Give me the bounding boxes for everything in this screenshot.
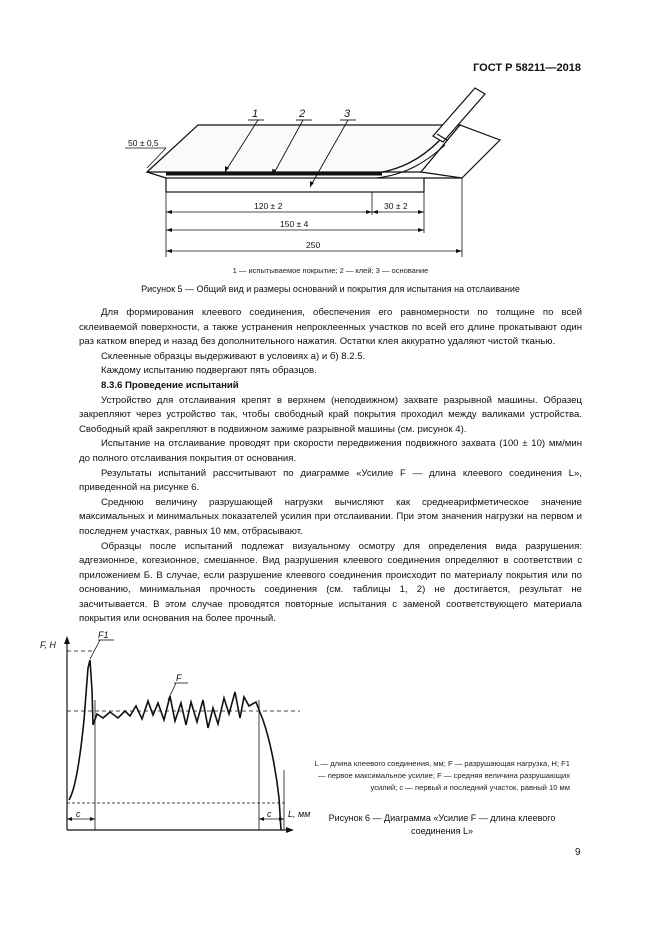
paragraph: Среднюю величину разрушающей нагрузки вычисляют как среднеарифметическое значение максимальных и минимальных показателей усилия при отслаивании. При этом значения нагрузки на первом и последнем участках, равных 10 мм, отбрасывают. — [79, 496, 582, 537]
dim-30-label: 30 ± 2 — [384, 201, 408, 211]
paragraph: Образцы после испытаний подлежат визуальному осмотру для определения вида разрушения: адгезионное, когезионное, смешанное. Вид разрушения клеевого соединения определяют в соответствии с приложением Б. В случае, если разрушение клеевого соединения происходит по материалу покрытия или по основанию, минимальная прочность соединения (см. таблицы 1, 2) не достигается, результат не засчитывается. В этом случае проводятся повторные испытания с заменой соответствующего материала покрытия или основания на более прочный. — [79, 540, 582, 625]
paragraph: Результаты испытаний рассчитывают по диаграмме «Усилие F — длина клеевого соединения L», приведенной на рисунке 6. — [79, 467, 582, 494]
figure-5-legend: 1 — испытываемое покрытие; 2 — клей; 3 — основание — [232, 266, 429, 275]
figure-6-legend: L — длина клеевого соединения, мм; F — разрушающая нагрузка, Н; F1 — первое максимальное усилие; F — средняя величина разрушающих усилий; с — первый и последний участок, равный 10 мм — [314, 759, 570, 792]
paragraph: Устройство для отслаивания крепят в верхнем (неподвижном) захвате разрывной машины. Образец закрепляют через устройство так, чтобы свободный край покрытия проходил между валиками устройства. Свободный край закрепляют в подвижном зажиме разрывной машины (см. рисунок 4). — [79, 394, 582, 435]
figure-5-drawing — [0, 0, 661, 270]
dim-150-label: 150 ± 4 — [280, 219, 309, 229]
y-axis-label: F, Н — [40, 640, 56, 650]
figure-6-caption: Рисунок 6 — Диаграмма «Усилие F — длина клеевого соединения L» — [328, 813, 556, 836]
f-label: F — [176, 673, 182, 683]
paragraph: Каждому испытанию подвергают пять образцов. — [101, 365, 317, 377]
paragraph: Для формирования клеевого соединения, обеспечения его равномерности по толщине по всей склеиваемой поверхности, а также устранения непроклеенных участков по всей его длине прокатывают один раз катком вперед и назад без дополнительного нажатия. Остатки клея аккуратно удаляют чистой тканью. — [79, 307, 582, 348]
callout-2: 2 — [299, 108, 306, 120]
figure-5-caption: Рисунок 5 — Общий вид и размеры оснований и покрытия для испытания на отслаивание — [141, 284, 520, 294]
dim-250-label: 250 — [306, 240, 321, 250]
section-heading: 8.3.6 Проведение испытаний — [101, 379, 239, 391]
c-label-last: с — [267, 809, 272, 819]
callout-3: 3 — [344, 108, 351, 120]
page-number: 9 — [575, 847, 581, 858]
callout-1: 1 — [252, 108, 259, 120]
body-text — [79, 306, 582, 627]
x-axis-label: L, мм — [288, 809, 311, 819]
paragraph: Испытание на отслаивание проводят при скорости передвижения подвижного захвата (100 ± 10) мм/мин до полного отслаивания покрытия от основания. — [79, 438, 582, 464]
f1-label: F1 — [98, 630, 109, 640]
paragraph: Склеенные образцы выдерживают в условиях а) и б) 8.2.5. — [101, 350, 366, 362]
standard-header: ГОСТ Р 58211—2018 — [473, 62, 581, 74]
c-label-first: с — [76, 809, 81, 819]
dim-120-label: 120 ± 2 — [254, 201, 283, 211]
dim-width-label: 50 ± 0,5 — [128, 138, 159, 148]
